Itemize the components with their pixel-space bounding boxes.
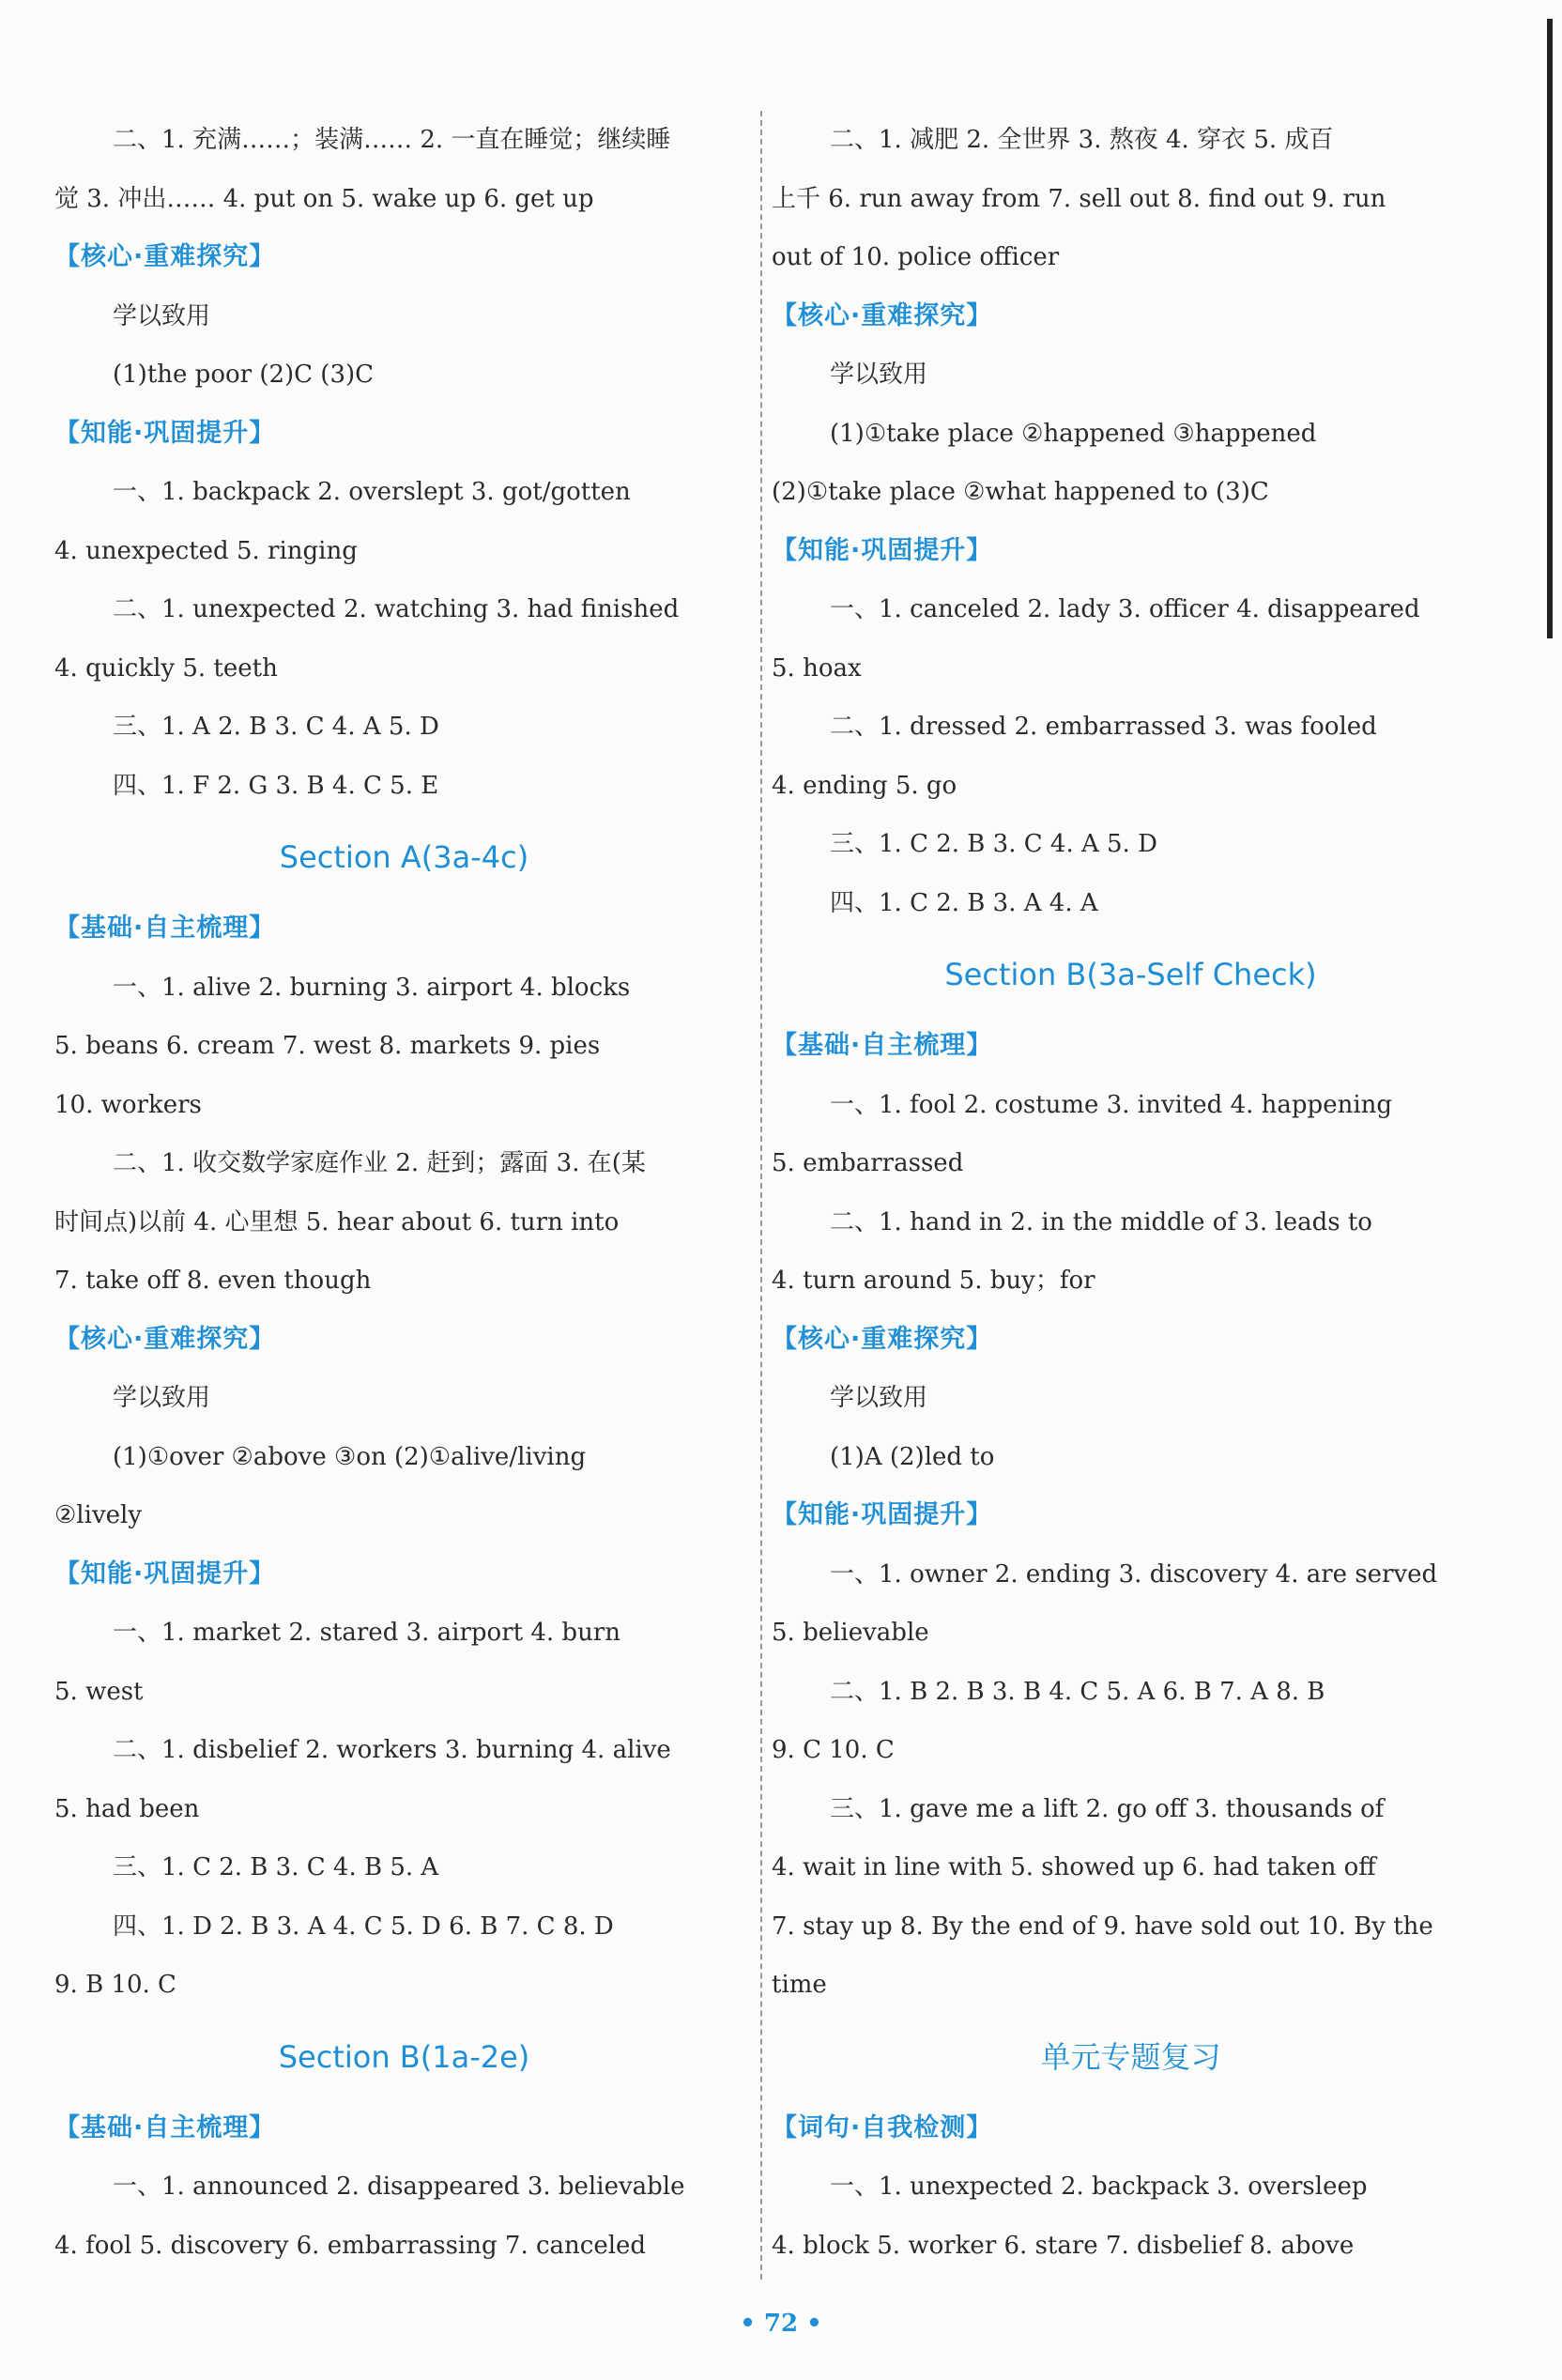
column-divider [760, 111, 762, 2280]
answer-line: 4. turn around 5. buy；for [772, 1267, 1095, 1295]
section-tag: 【词句·自我检测】 [772, 2112, 993, 2142]
section-tag: 【知能·巩固提升】 [54, 1559, 276, 1589]
right-column [772, 111, 1490, 2275]
answer-line: (1)①take place ②happened ③happened [830, 419, 1317, 448]
answer-line: (1)the poor (2)C (3)C [113, 361, 375, 389]
answer-line: 10. workers [54, 1090, 202, 1119]
answer-line: out of 10. police officer [772, 243, 1060, 271]
answer-line: 二、1. B 2. B 3. B 4. C 5. A 6. B 7. A 8. B [830, 1677, 1325, 1706]
answer-line: 一、1. canceled 2. lady 3. officer 4. disappeared [830, 595, 1420, 623]
answer-line: 二、1. dressed 2. embarrassed 3. was fooled [830, 713, 1377, 741]
answer-line: time [772, 1971, 827, 1999]
answer-line: 一、1. backpack 2. overslept 3. got/gotten [113, 478, 631, 506]
section-tag: 【知能·巩固提升】 [772, 535, 993, 565]
answer-line: 一、1. owner 2. ending 3. discovery 4. are served [830, 1559, 1438, 1589]
answer-line: 9. C 10. C [772, 1736, 895, 1764]
answer-line: 二、1. unexpected 2. watching 3. had finished [113, 595, 680, 623]
answer-line: 5. had been [54, 1794, 200, 1823]
section-tag: 【基础·自主梳理】 [772, 1031, 993, 1060]
answer-line: 学以致用 [830, 361, 928, 389]
answer-line: 四、1. F 2. G 3. B 4. C 5. E [113, 771, 439, 800]
section-tag: 【核心·重难探究】 [772, 1324, 993, 1354]
answer-line: 二、1. disbelief 2. workers 3. burning 4. alive [113, 1736, 671, 1764]
answer-line: 4. wait in line with 5. showed up 6. had taken off [772, 1853, 1376, 1881]
answer-line: 一、1. announced 2. disappeared 3. believable [113, 2173, 685, 2201]
answer-line: 5. hoax [772, 653, 862, 683]
answer-line: 上千 6. run away from 7. sell out 8. find out 9. run [772, 184, 1386, 213]
answer-line: 4. quickly 5. teeth [54, 653, 278, 683]
answer-line: 三、1. C 2. B 3. C 4. B 5. A [113, 1853, 439, 1881]
answer-line: 5. west [54, 1677, 144, 1706]
section-tag: 【核心·重难探究】 [54, 1324, 276, 1354]
answer-line: 5. beans 6. cream 7. west 8. markets 9. pies [54, 1032, 601, 1060]
answer-line: 三、1. C 2. B 3. C 4. A 5. D [830, 830, 1157, 858]
answer-line: 4. ending 5. go [772, 771, 957, 800]
answer-line: 7. stay up 8. By the end of 9. have sold out 10. By the [772, 1912, 1433, 1941]
answer-line: (1)①over ②above ③on (2)①alive/living [113, 1442, 587, 1471]
answer-line: 四、1. D 2. B 3. A 4. C 5. D 6. B 7. C 8. D [113, 1912, 614, 1941]
answer-line: 觉 3. 冲出…… 4. put on 5. wake up 6. get up [54, 184, 594, 213]
answer-line: 9. B 10. C [54, 1971, 176, 1999]
answer-line: 4. unexpected 5. ringing [54, 536, 358, 565]
answer-line: 三、1. A 2. B 3. C 4. A 5. D [113, 713, 439, 741]
answer-line: 一、1. unexpected 2. backpack 3. oversleep [830, 2173, 1368, 2201]
answer-line: (2)①take place ②what happened to (3)C [772, 478, 1269, 506]
page-edge-mark [1547, 19, 1553, 638]
answer-line: 四、1. C 2. B 3. A 4. A [830, 888, 1098, 917]
answer-line: 学以致用 [830, 1384, 928, 1412]
answer-line: (1)A (2)led to [830, 1442, 995, 1471]
answer-line: 一、1. alive 2. burning 3. airport 4. blocks [113, 973, 631, 1002]
section-heading: Section B(1a-2e) [278, 2038, 530, 2075]
section-tag: 【核心·重难探究】 [54, 242, 276, 271]
section-heading: Section B(3a-Self Check) [944, 957, 1317, 992]
answer-line: 二、1. hand in 2. in the middle of 3. leads to [830, 1207, 1372, 1236]
answer-line: 二、1. 减肥 2. 全世界 3. 熬夜 4. 穿衣 5. 成百 [830, 126, 1334, 154]
section-heading: Section A(3a-4c) [279, 839, 529, 875]
answer-line: 7. take off 8. even though [54, 1267, 372, 1295]
section-tag: 【基础·自主梳理】 [54, 914, 276, 943]
section-tag: 【知能·巩固提升】 [772, 1500, 993, 1529]
section-heading: 单元专题复习 [1040, 2038, 1221, 2075]
answer-line: 学以致用 [113, 1384, 211, 1412]
section-tag: 【基础·自主梳理】 [54, 2112, 276, 2142]
answer-line: 一、1. market 2. stared 3. airport 4. burn [113, 1619, 620, 1647]
answer-line: 时间点)以前 4. 心里想 5. hear about 6. turn into [54, 1207, 620, 1236]
section-tag: 【知能·巩固提升】 [54, 418, 276, 448]
answer-line: 4. block 5. worker 6. stare 7. disbelief 8. above [772, 2231, 1355, 2260]
answer-line: 5. embarrassed [772, 1149, 964, 1177]
page-number: • 72 • [740, 2310, 822, 2338]
answer-line: ②lively [54, 1501, 143, 1529]
answer-line: 4. fool 5. discovery 6. embarrassing 7. canceled [54, 2231, 647, 2260]
left-column [54, 111, 754, 2275]
answer-line: 三、1. gave me a lift 2. go off 3. thousands of [830, 1794, 1385, 1823]
answer-line: 二、1. 收交数学家庭作业 2. 赶到；露面 3. 在(某 [113, 1149, 646, 1177]
section-tag: 【核心·重难探究】 [772, 300, 993, 330]
answer-line: 学以致用 [113, 301, 211, 330]
answer-line: 一、1. fool 2. costume 3. invited 4. happening [830, 1090, 1393, 1119]
answer-line: 5. believable [772, 1619, 929, 1647]
answer-line: 二、1. 充满……；装满…… 2. 一直在睡觉；继续睡 [113, 126, 671, 154]
